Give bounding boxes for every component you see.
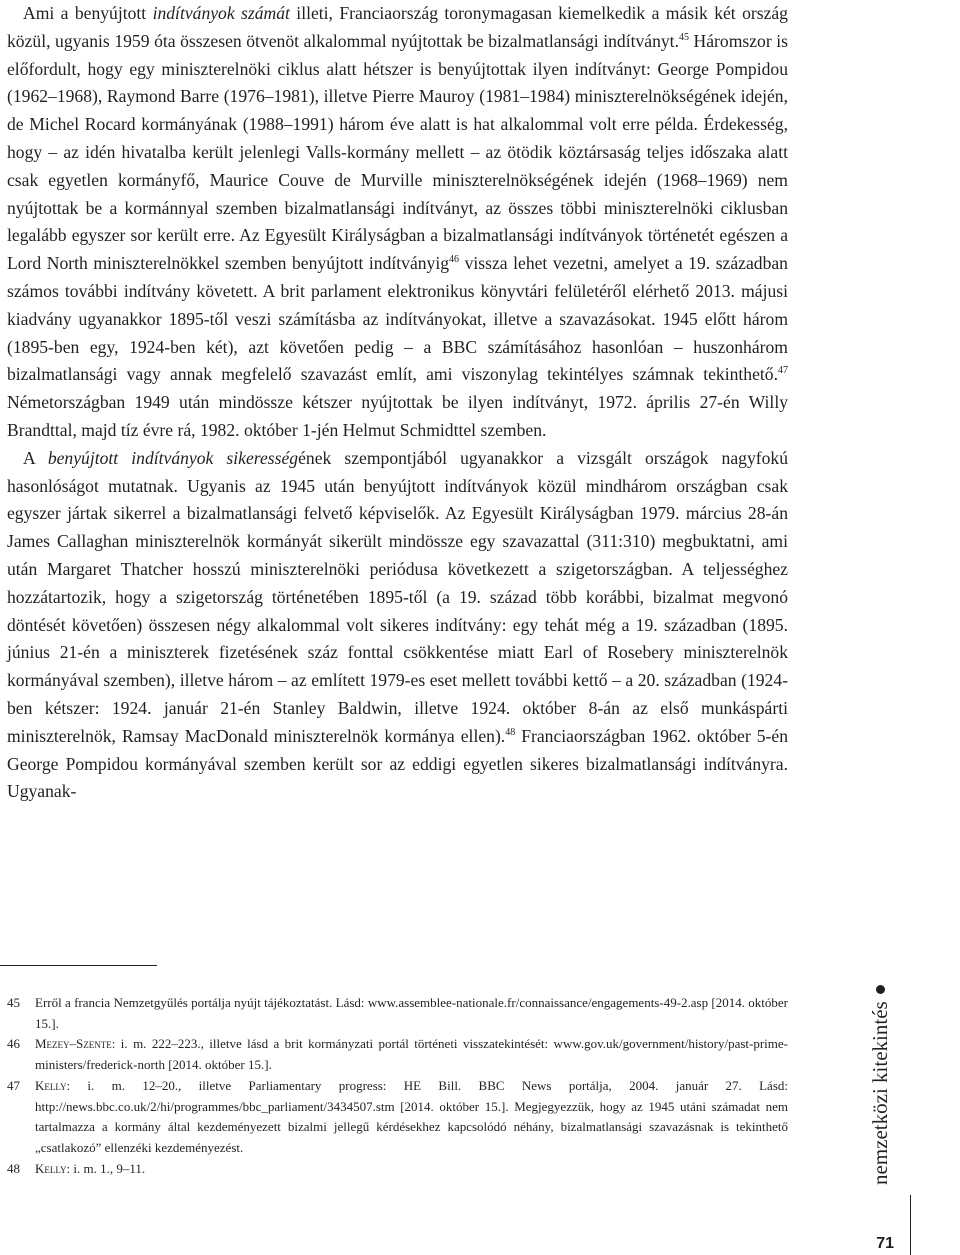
main-text [7, 0, 788, 806]
footnote-author: Kelly [35, 1077, 67, 1093]
text-run: A [23, 447, 48, 468]
footnote-number: 47 [7, 1077, 20, 1093]
footnote-ref-48[interactable]: 48 [505, 726, 516, 738]
footnote-ref-47[interactable]: 47 [778, 365, 788, 377]
footnote-body: : i. m. 12–20., illetve Parliamentary progress: HE Bill. BBC News portálja, 2004. január 27. Lásd: http://news.bbc.co.uk/2/hi/programmes/bbc_parliament/3434507.stm [2014. október 15.]. Megjegyezzük, hogy az 1945 utáni számadat nem tartalmazza a kormány által kezdeményezett bizalmi jellegű kérdésekhez kapcsolódó néhány, bizalmatlansági szavazásnak is tekinthető „csatlakozó” ellenzéki kezdeményezést. [35, 1077, 788, 1155]
text-run: Háromszor is előfordult, hogy egy miniszterelnöki ciklus alatt hétszer is benyújtottak ilyen indítványt: George Pompidou (1962–1968), Raymond Barre (1976–1981), illetve Pierre Mauroy (1981–1984) miniszterelnökségének idején, de Michel Rocard kormányának (1988–1991) három éve alatt is hat alkalommal volt erre példa. Érdekesség, hogy – az idén hivatalba került jelenlegi Valls-kormány mellett – az ötödik köztársaság teljes időszaka alatt csak egyetlen kormányfő, Maurice Couve de Murville miniszterelnökségének idején (1968–1969) nem nyújtottak be a kormánnyal szemben bizalmatlansági indítványt, az összes többi miniszterelnöki ciklusban legalább egyszer sor került erre. Az Egyesült Királyságban a bizalmatlansági indítványok történetét egészen a Lord North miniszterelnökkel szemben benyújtott indítványig [7, 30, 788, 274]
footnote-text [35, 1159, 788, 1180]
text-run: Ami a benyújtott [23, 3, 153, 23]
footnote-text [35, 1034, 788, 1075]
text-run: Franciaországban 1962. október 5-én George Pompidou kormányával szemben került sor az eddigi egyetlen sikeres bizalmatlansági indítványra. Ugyanak- [7, 725, 788, 802]
footnote-body: : i. m. 222–223., illetve lásd a brit kormányzati portál történeti visszatekintését: www.gov.uk/government/history/past-prime-ministers/frederick-north [2014. október 15.]. [35, 1036, 788, 1073]
italic-run: indítványok számát [152, 3, 290, 23]
footnote-45 [7, 993, 788, 1034]
margin-rule [910, 1195, 911, 1255]
footnote-separator [0, 965, 157, 966]
bullet-dot-icon [876, 985, 885, 994]
footnote-number: 48 [7, 1160, 20, 1176]
paragraph-1 [7, 0, 788, 445]
italic-run: benyújtott indítványok sikeresség [47, 447, 299, 468]
footnote-ref-45[interactable]: 45 [678, 31, 689, 43]
page-number: 71 [876, 1235, 894, 1252]
footnote-number: 45 [7, 995, 20, 1010]
footnote-author: Mezey–Szente [35, 1036, 112, 1052]
text-run: ének szempontjából ugyanakkor a vizsgált országok nagyfokú hasonlóságot mutatnak. Ugyanis az 1945 után benyújtott indítványok közül mindhárom országban csak egyszer jártak sikerrel a bizalmatlansági felvető képviselők. Az Egyesült Királyságban 1979. március 28-án James Callaghan miniszterelnök kormányát sikerült mindössze egy szavazattal (311:310) megbuktatni, ami után Margaret Thatcher hosszú miniszterelnöki periódusa következett a szigetországban. A teljességhez hozzátartozik, hogy a szigetország történetében 1895-től (a 19. század több korábbi, bizalmat megvonó döntését követően) összesen négy alkalommal volt sikeres indítvány: egy tehát még a 19. században (1895. június 21-én a miniszterek fizetésének száz fonttal csökkentése miatt Earl of Rosebery miniszterelnök kormányával szemben), illetve három – az említett 1979-es eset mellett további kettő – a 20. században (1924-ben kétszer: 1924. január 21-én Stanley Baldwin, illetve 1924. október 8-án az első munkáspárti miniszterelnök, Ramsay MacDonald miniszterelnök kormánya ellen). [7, 447, 788, 746]
footnote-ref-46[interactable]: 46 [449, 254, 460, 266]
footnote-46 [7, 1034, 788, 1075]
section-label-wrap [862, 955, 898, 1185]
footnote-text: Erről a francia Nemzetgyűlés portálja nyújt tájékoztatást. Lásd: www.assemblee-nationale.fr/connaissance/engagements-49-2.asp [2014. október 15.]. [35, 995, 788, 1031]
footnotes [7, 993, 788, 1179]
text-run: vissza lehet vezetni, amelyet a 19. században számos további indítvány követett. A brit parlament elektronikus könyvtári felületéről elérhető 2013. májusi kiadvány ugyanakkor 1895-től veszi számításba az indítványokat, illetve a szavazásokat. 1945 előtt három (1895-ben egy, 1924-ben két), azt követően pedig – a BBC számításához hasonlóan – huszonhárom bizalmatlansági vagy annak megfelelő szavazást említ, ami viszonylag tekintélyes számnak tekinthető. [7, 253, 788, 385]
footnote-text [35, 1076, 788, 1159]
text-run: illeti, Franciaország toronymagasan kiemelkedik a másik két ország közül, ugyanis 1959 óta összesen ötvenöt alkalommal nyújtottak be bizalmatlansági indítványt. [7, 3, 788, 51]
paragraph-2 [7, 445, 788, 806]
text-run: Németországban 1949 után mindössze kétszer nyújtottak be ilyen indítványt, 1972. április 27-én Willy Brandttal, majd tíz évre rá, 1982. október 1-jén Helmut Schmidttel szemben. [7, 392, 788, 440]
footnote-48 [7, 1159, 788, 1180]
section-label-text: nemzetközi kitekintés [868, 1001, 892, 1185]
footnote-47 [7, 1076, 788, 1159]
section-label [862, 955, 898, 1185]
footnote-author: Kelly [35, 1160, 67, 1176]
footnote-body: : i. m. 1., 9–11. [66, 1160, 146, 1176]
footnote-number: 46 [7, 1036, 20, 1052]
